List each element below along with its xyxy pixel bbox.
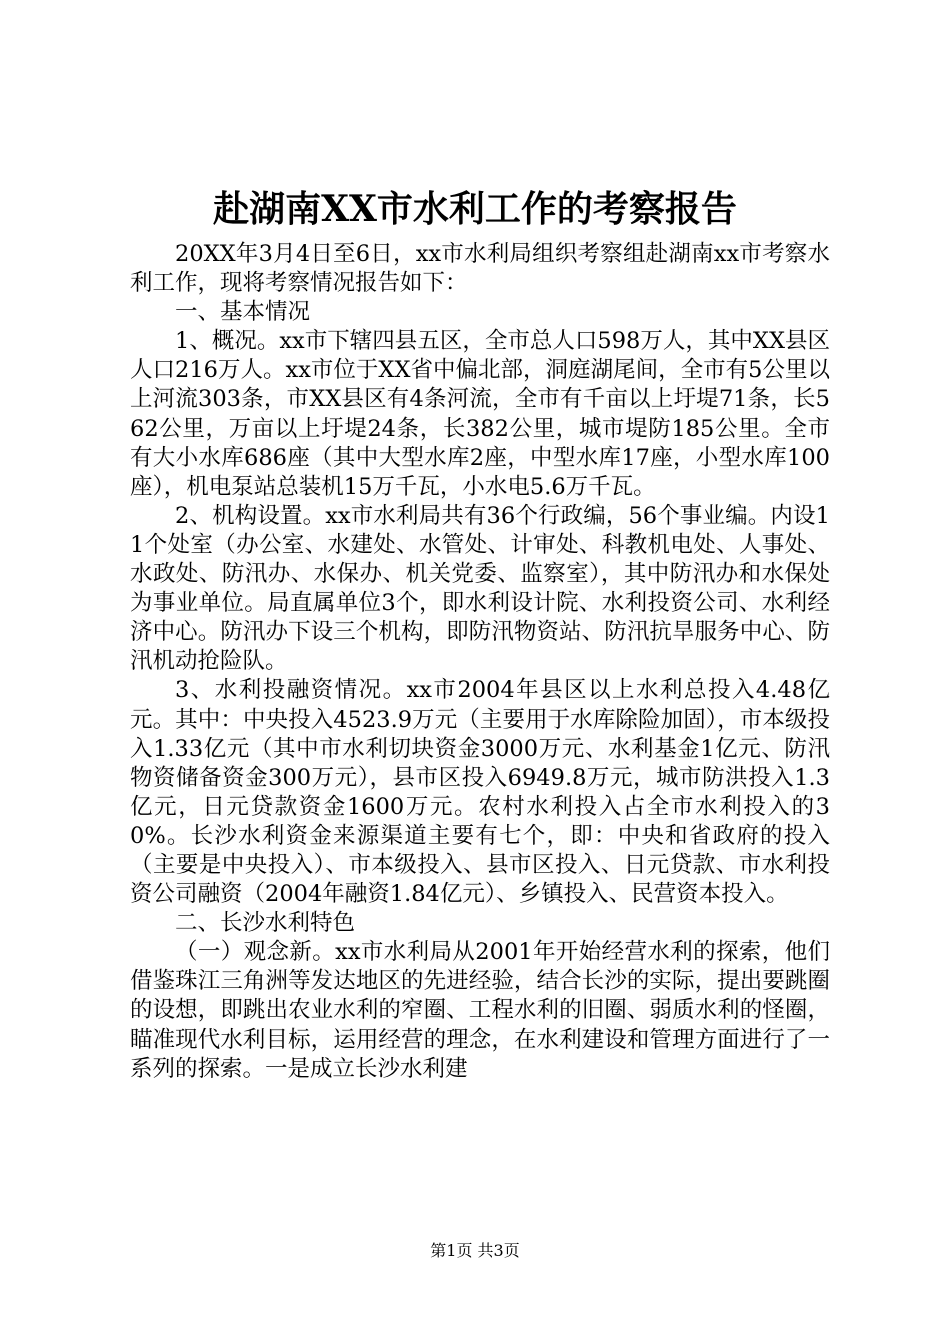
page-number-footer: 第1页 共3页 [430,1241,520,1260]
intro-paragraph: 20XX年3月4日至6日，xx市水利局组织考察组赴湖南xx市考察水利工作，现将考察情况报告如下： [130,241,830,297]
concept-paragraph: （一）观念新。xx市水利局从2001年开始经营水利的探索，他们借鉴珠江三角洲等发达地区的先进经验，结合长沙的实际，提出要跳圈的设想，即跳出农业水利的窄圈、工程水利的旧圈、弱质水利的怪圈，瞄准现代水利目标，运用经营的理念，在水利建设和管理方面进行了一系列的探索。一是成立长沙水利建 [130,939,830,1082]
section-heading-basic-situation: 一、基本情况 [175,299,311,326]
document-body [130,240,830,1084]
investment-paragraph: 3、水利投融资情况。xx市2004年县区以上水利总投入4.48亿元。其中：中央投入4523.9万元（主要用于水库除险加固），市本级投入1.33亿元（其中市水利切块资金3000万元、水利基金1亿元、防汛物资储备资金300万元），县市区投入6949.8万元，城市防洪投入1.3亿元，日元贷款资金1600万元。农村水利投入占全市水利投入的30%。长沙水利资金来源渠道主要有七个，即：中央和省政府的投入（主要是中央投入）、市本级投入、县市区投入、日元贷款、市水利投资公司融资（2004年融资1.84亿元）、乡镇投入、民营资本投入。 [130,677,830,908]
overview-paragraph: 1、概况。xx市下辖四县五区，全市总人口598万人，其中XX县区人口216万人。xx市位于XX省中偏北部，洞庭湖尾间，全市有5公里以上河流303条，市XX县区有4条河流，全市有千亩以上圩堤71条，长562公里，万亩以上圩堤24条，长382公里，城市堤防185公里。全市有大小水库686座（其中大型水库2座，中型水库17座，小型水库100座），机电泵站总装机15万千瓦，小水电5.6万千瓦。 [130,328,830,500]
section-heading-features: 二、长沙水利特色 [175,910,356,937]
organization-paragraph: 2、机构设置。xx市水利局共有36个行政编，56个事业编。内设11个处室（办公室、水建处、水管处、计审处、科教机电处、人事处、水政处、防汛办、水保办、机关党委、监察室），其中防汛办和水保处为事业单位。局直属单位3个，即水利设计院、水利投资公司、水利经济中心。防汛办下设三个机构，即防汛物资站、防汛抗旱服务中心、防汛机动抢险队。 [130,502,830,675]
document-title: 赴湖南XX市水利工作的考察报告 [213,188,737,230]
